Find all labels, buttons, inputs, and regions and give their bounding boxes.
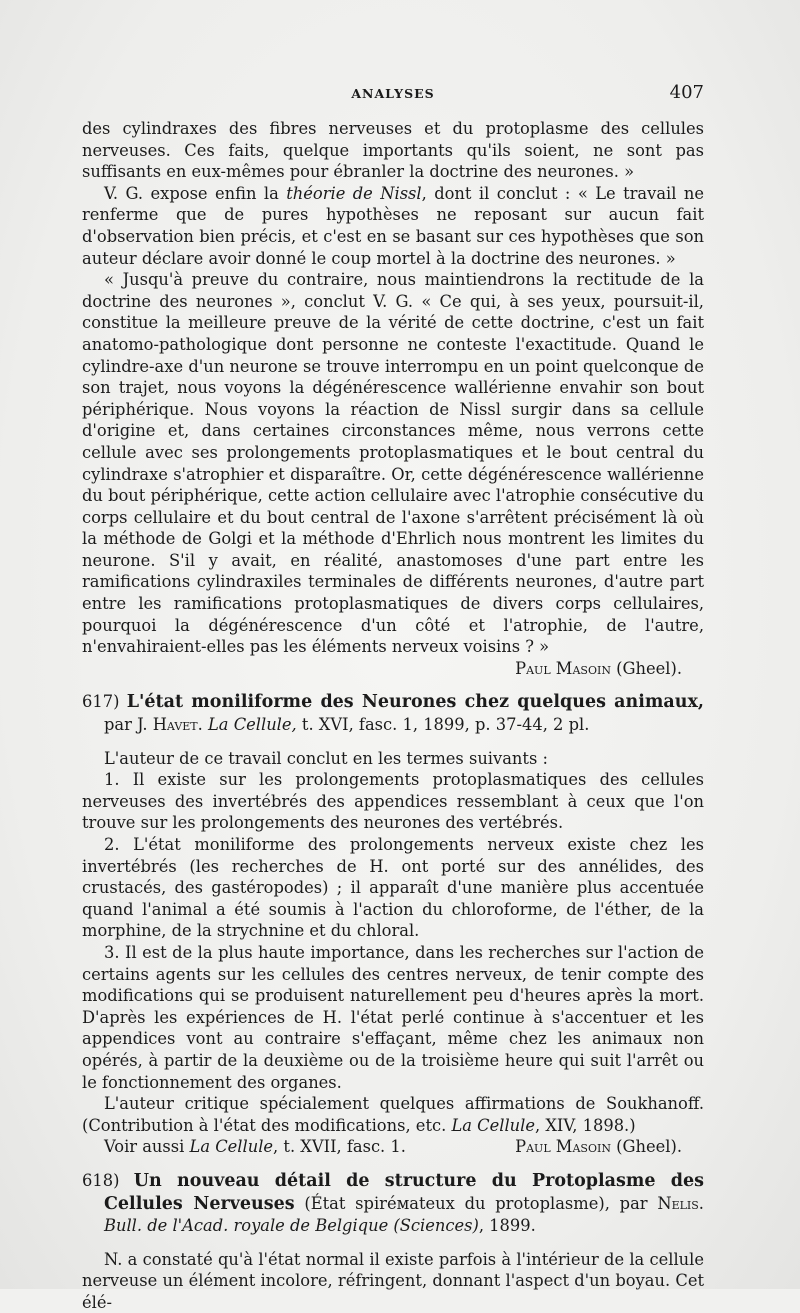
entry-heading-618 (82, 1170, 704, 1237)
signature (493, 1136, 682, 1158)
text-run: Voir aussi (104, 1137, 190, 1157)
paragraph (82, 1136, 704, 1158)
text-run: V. G. expose enfin la (104, 183, 287, 203)
paragraph: « Jusqu'à preuve du contraire, nous maintiendrons la rectitude de la doctrine des neurones », conclut V. G. « Ce qui, à ses yeux, poursuit-il, constitue la meilleure preuve de la vérité de cette doctrine, c'est un fait anatomo-pathologique dont personne ne conteste l'exactitude. Quand le cylindre-axe d'un neurone se trouve interrompu en un point quelconque de son trajet, nous voyons la dégénérescence wallérienne envahir son bout périphérique. Nous voyons la réaction de Nissl surgir dans sa cellule d'origine et, dans certaines circonstances même, nous verrons cette cellule avec ses prolongements protoplasmatiques et le bout central du cylindraxe s'atrophier et disparaître. Or, cette dégénérescence wallérienne du bout périphérique, cette action cellulaire avec l'atrophie consécutive du corps cellulaire et du bout central de l'axone s'arrêtent précisément là où la méthode de Golgi et la méthode d'Ehrlich nous montrent les limites du neurone. S'il y avait, en réalité, anastomoses d'une part entre les ramifications cylindraxiles terminales de différents neurones, d'autre part entre les ramifications protoplasmatiques de divers corps cellulaires, pourquoi la dégénérescence d'un côté et l'atrophie, de l'autre, n'envahiraient-elles pas les éléments nerveux voisins ? » (82, 270, 704, 657)
signature-name: Paul Masoin (515, 1137, 611, 1157)
text-run: L'auteur critique spécialement quelques affirmations de Soukhanoff. (Contribution à l'état des modifications, etc. (82, 1094, 704, 1135)
entry-number: 617) (82, 692, 120, 712)
entry-source-detail: (Sciences) (393, 1216, 479, 1236)
text-run: , t. XVII, fasc. 1. (273, 1137, 406, 1157)
entry-reference: t. XVI, fasc. 1, 1899, p. 37-44, 2 pl. (301, 715, 590, 735)
paragraph: N. a constaté qu'à l'état normal il existe parfois à l'intérieur de la cellule nerveuse un élément incolore, réfringent, donnant l'aspect d'un boyau. Cet élé- (82, 1249, 704, 1312)
signature (82, 658, 704, 680)
signature-place: (Gheel). (616, 658, 682, 678)
page-number: 407 (669, 82, 704, 103)
entry-year: , 1899. (478, 1216, 536, 1236)
paragraph: des cylindraxes des fibres nerveuses et du protoplasme des cellules nerveuses. Ces faits, quelque importants qu'ils soient, ne sont pas suffisants en eux-mêmes pour ébranler la doctrine des neurones. » (82, 119, 704, 182)
entry-title: Un nouveau détail de structure du Protoplasme des Cellules Nerveuses (104, 1170, 704, 1214)
paragraph: 3. Il est de la plus haute importance, dans les recherches sur l'action de certains agents sur les cellules des centres nerveux, de tenir compte des modifications qui se produisent naturellement peu d'heures après la mort. D'après les expériences de H. l'état perlé continue à s'accentuer et les appendices vont au contraire s'effaçant, même chez les animaux non opérés, à partir de la deuxième ou de la troisième heure qui suit l'arrêt ou le fonctionnement des organes. (82, 942, 704, 1092)
entry-title: L'état moniliforme des Neurones chez quelques animaux, (126, 692, 704, 713)
text-run: par J. (104, 715, 148, 735)
entry-source: La Cellule, (208, 715, 297, 735)
entry-number: 618) (82, 1170, 120, 1190)
paragraph (82, 183, 704, 269)
entry-heading-617 (82, 691, 704, 735)
running-title: ANALYSES (351, 86, 435, 101)
italic-term: théorie de Nissl (286, 183, 422, 203)
entry-author: Havet. (152, 715, 203, 735)
paragraph: L'auteur de ce travail conclut en les termes suivants : (104, 748, 548, 768)
running-header (82, 82, 704, 108)
entry-author: Nelis. (657, 1193, 704, 1213)
signature-name: Paul Masoin (515, 658, 611, 678)
paragraph: 2. L'état moniliforme des prolongements nerveux existe chez les invertébrés (les recherches de H. ont porté sur des annélides, des crustacés, des gastéropodes) ; il apparaît d'une manière plus accentuée quand l'animal a été soumis à l'action du chloroforme, de l'éther, de la morphine, de la strychnine et du chloral. (82, 835, 704, 941)
paragraph: 1. Il existe sur les prolongements protoplasmatiques des cellules nerveuses des invertébrés des appendices ressemblant à ceux que l'on trouve sur les prolongements des neurones des vertébrés. (82, 770, 704, 833)
italic-term: La Cellule (189, 1137, 274, 1157)
body-text (82, 118, 704, 1313)
italic-term: La Cellule (451, 1115, 535, 1135)
text-run: , XIV, 1898.) (534, 1115, 636, 1135)
text-run: , dont il conclut : « Le travail ne renferme que de pures hypothèses ne reposant sur aucun fait d'observation bien précis, et c'est en se basant sur ces hypothèses que son auteur déclare avoir donné le coup mortel à la doctrine des neurones. » (82, 183, 704, 268)
entry-source: Bull. de l'Acad. royale de Belgique (104, 1216, 389, 1236)
paragraph (82, 1093, 704, 1136)
text-run: (État spiréмateux du protoplasme), par (304, 1193, 648, 1213)
text-line (82, 1136, 406, 1158)
signature-place: (Gheel). (616, 1137, 682, 1157)
